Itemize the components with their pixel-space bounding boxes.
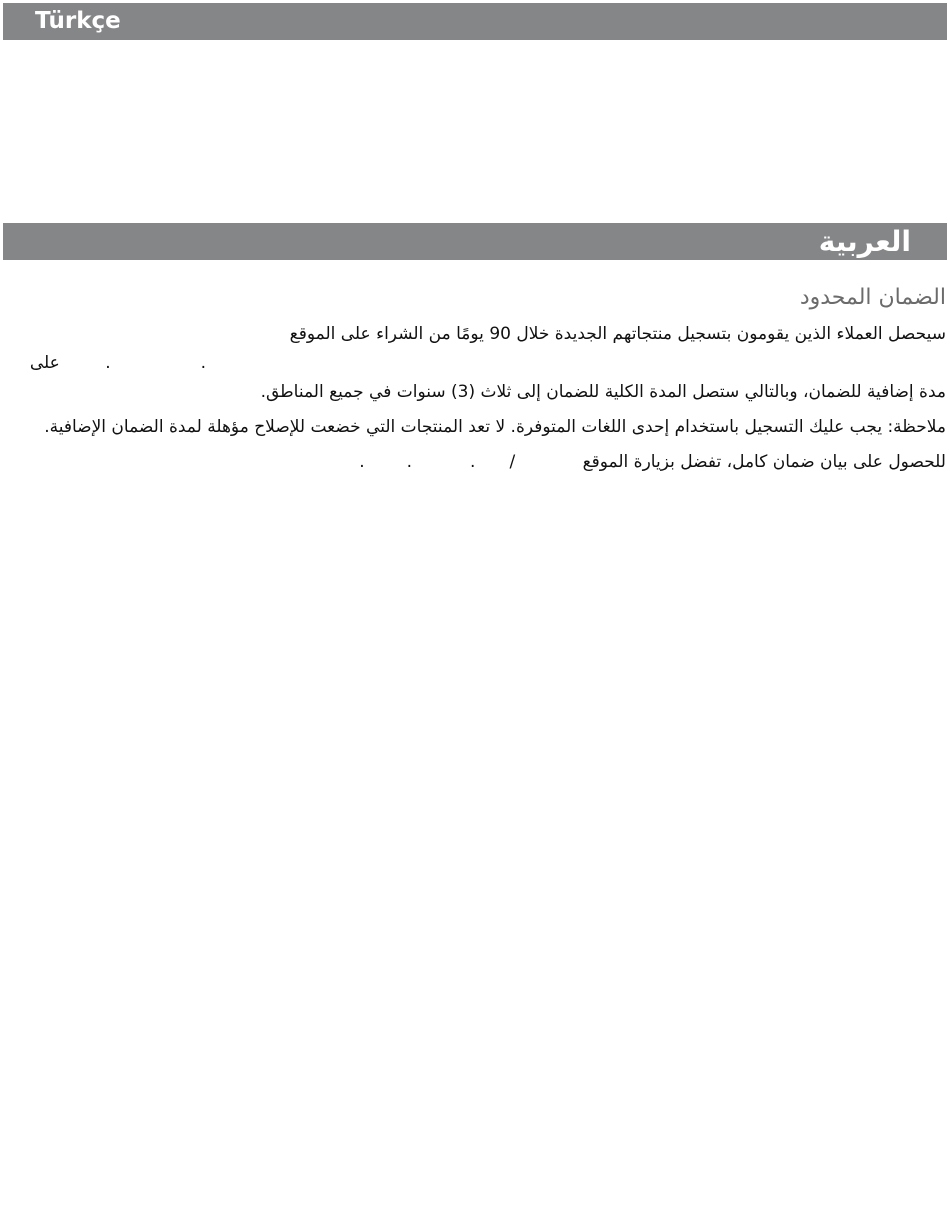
section-title-arabic: العربية [818, 225, 911, 258]
registration-text-start: سيحصل العملاء الذين يقومون بتسجيل منتجاتهم الجديدة خلال 90 يومًا من الشراء على الموقع [289, 324, 946, 344]
warranty-paragraph-full-statement [4, 448, 946, 477]
warranty-paragraph-registration [4, 320, 946, 407]
registration-dot-2: . [105, 353, 111, 373]
warranty-heading: الضمان المحدود [799, 285, 946, 310]
section-title-turkish: Türkçe [35, 8, 121, 34]
section-header-turkish [3, 3, 947, 40]
url-dot-3: . [359, 452, 365, 472]
url-dot-1: . [470, 452, 476, 472]
url-slash: / [509, 452, 516, 472]
warranty-paragraph-note: ملاحظة: يجب عليك التسجيل باستخدام إحدى اللغات المتوفرة. لا تعد المنتجات التي خضعت للإصلاح مؤهلة لمدة الضمان الإضافية. [44, 417, 946, 437]
arabic-warranty-content [4, 280, 946, 483]
section-header-arabic [3, 223, 947, 260]
registration-text-end: على مدة إضافية للضمان، وبالتالي ستصل المدة الكلية للضمان إلى ثلاث (3) سنوات في جميع المناطق. [29, 353, 946, 402]
full-statement-text: للحصول على بيان ضمان كامل، تفضل بزيارة الموقع [582, 452, 946, 472]
url-dot-2: . [406, 452, 413, 472]
registration-dot-1: . [200, 353, 206, 373]
